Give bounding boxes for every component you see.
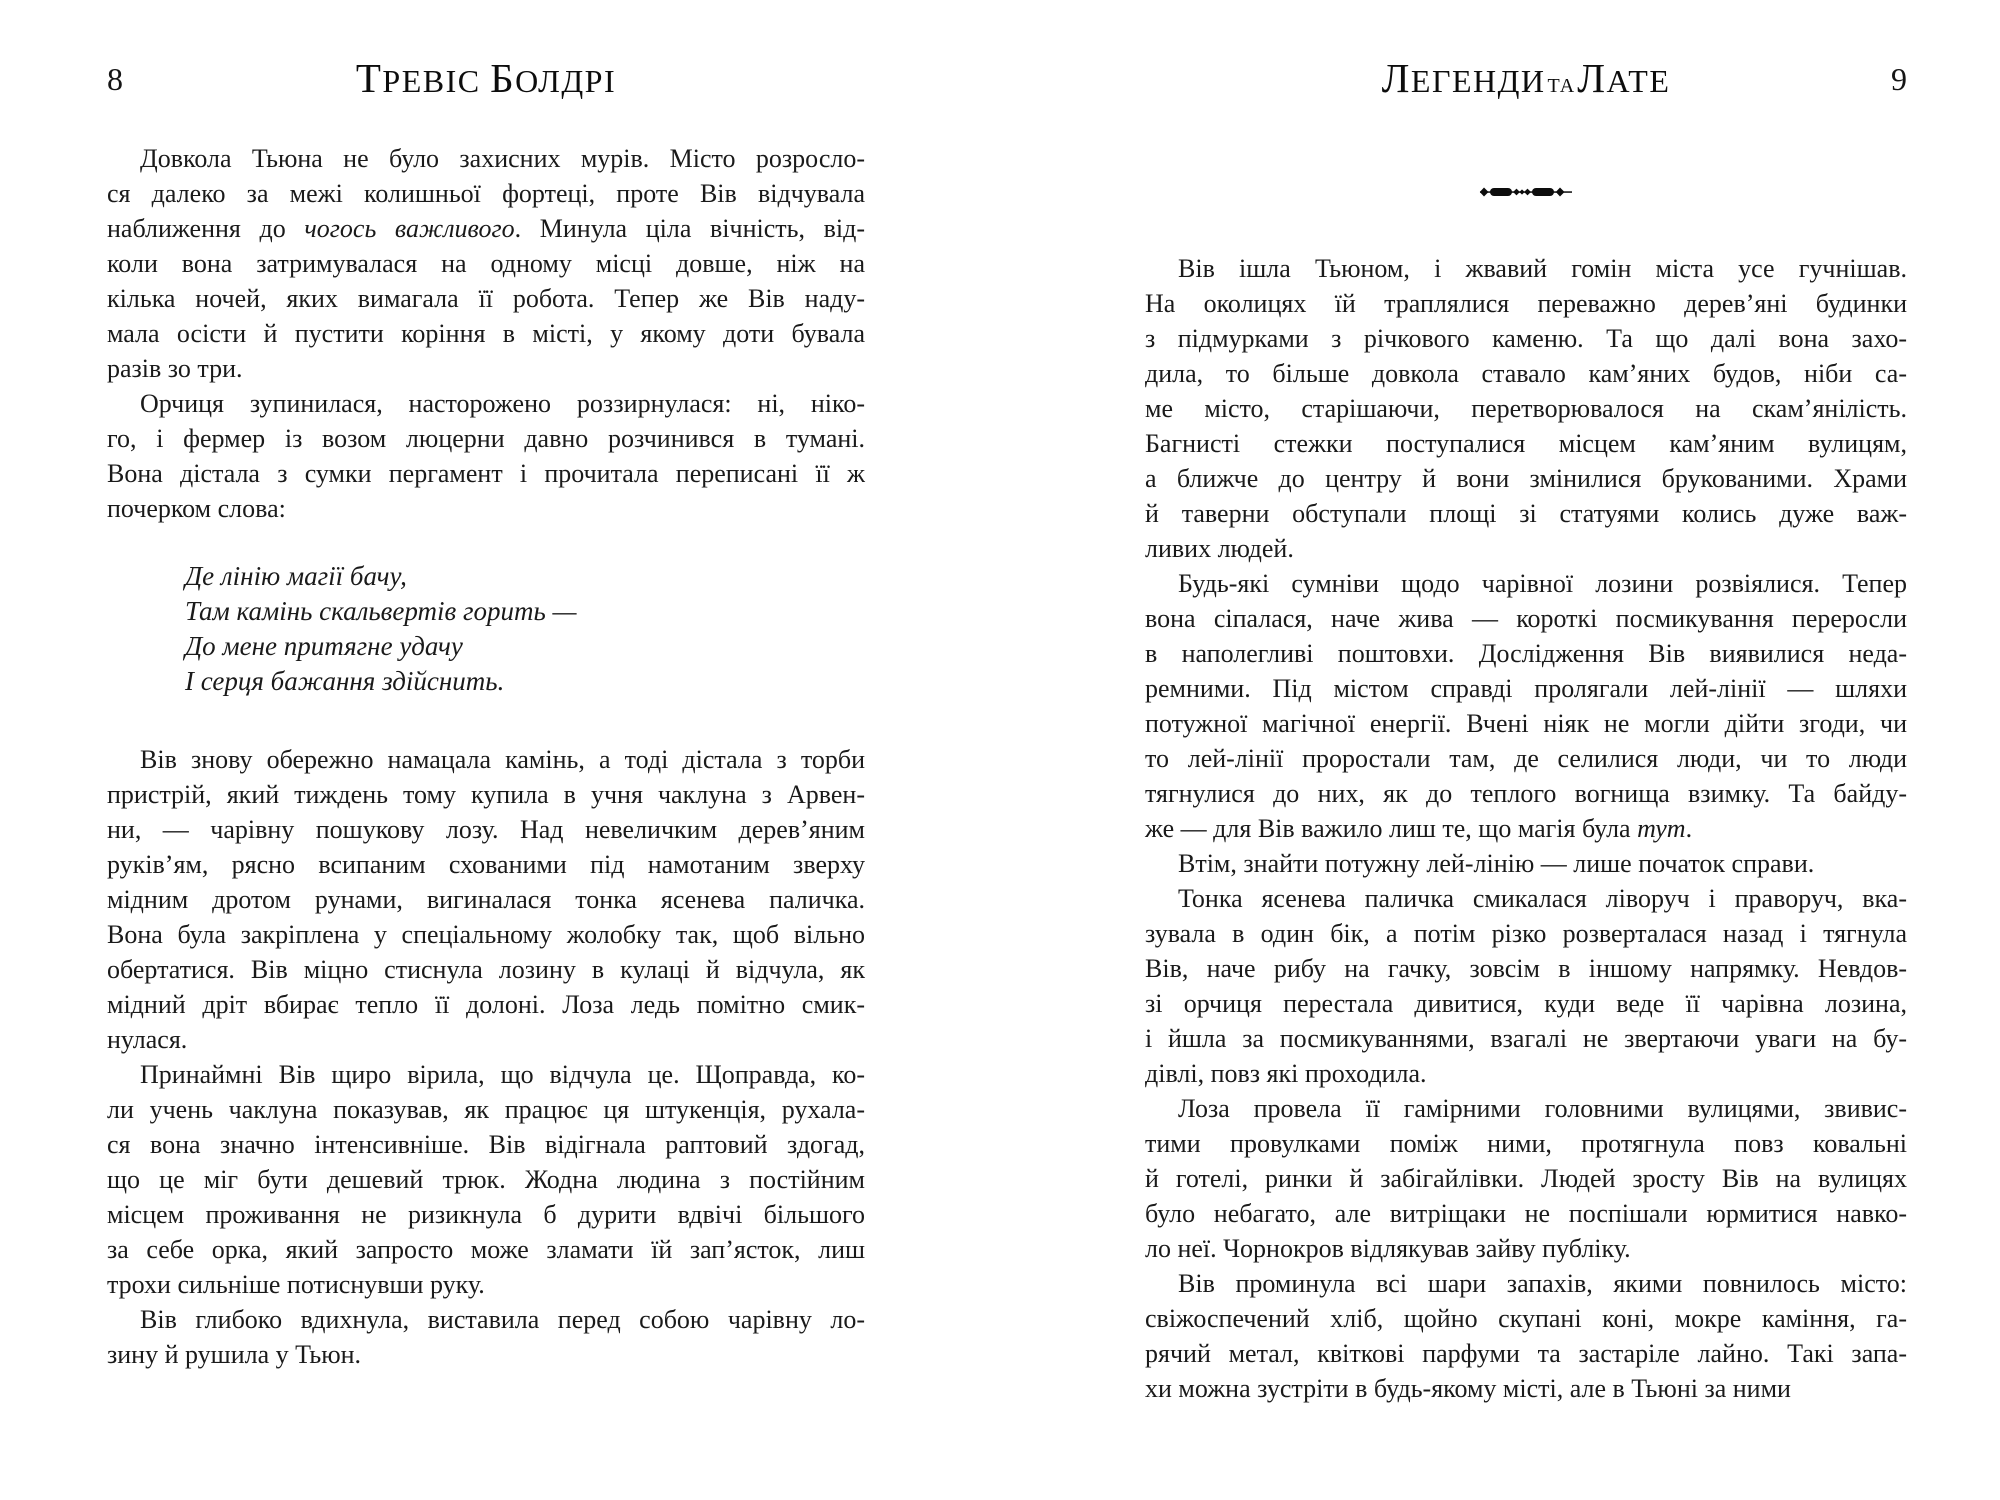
text-line: а ближче до центру й вони змінилися брукованими. Храми: [1145, 464, 1907, 493]
left-page-number: 8: [107, 61, 123, 97]
text-line: коли вона затримувалася на одному місці довше, ніж на: [107, 249, 865, 278]
paragraph: [107, 386, 865, 526]
text-line: що це міг бути дешевий трюк. Жодна людина з постійним: [107, 1165, 865, 1194]
text-line: в наполегливі поштовхи. Дослідження Вів виявилися неда-: [1145, 639, 1907, 668]
text-line: місцем проживання не ризикнула б дурити вдвічі більшого: [107, 1200, 865, 1229]
paragraph: [1145, 846, 1907, 881]
paragraph: [1145, 1266, 1907, 1406]
running-title-word: ЛЕГЕНДИ: [1381, 55, 1546, 101]
text-line: Лоза провела її гамірними головними вулицями, звивис-: [1178, 1094, 1907, 1123]
left-page-header: [107, 56, 865, 100]
text-line: за себе орка, який запросто може зламати їй зап’ясток, лиш: [107, 1235, 865, 1264]
right-page-header: [1145, 56, 1907, 100]
text-line: Там камінь скальвертів горить —: [185, 596, 577, 626]
text-line: ся вона значно інтенсивніше. Вів відігнала раптовий здогад,: [107, 1130, 865, 1159]
text-line: дівлі, повз які проходила.: [1145, 1059, 1427, 1088]
text-line: зину й рушила у Тьюн.: [107, 1340, 362, 1369]
text-line: вона сіпалася, наче жива — короткі посмикування переросли: [1145, 604, 1907, 633]
text-line: Вів проминула всі шари запахів, якими повнилось місто:: [1178, 1269, 1907, 1298]
text-line: Вона дістала з сумки пергамент і прочитала переписані її ж: [107, 459, 865, 488]
running-title-word: ЛАТЕ: [1577, 55, 1671, 101]
text-line: обертатися. Вів міцно стиснула лозину в кулаці й відчула, як: [107, 955, 865, 984]
text-line: рячий метал, квіткові парфуми та застаріле лайно. Такі запа-: [1145, 1339, 1907, 1368]
text-line: трохи сильніше потиснувши руку.: [107, 1270, 485, 1299]
text-line: Орчиця зупинилася, насторожено роззирнулася: ні, ніко-: [140, 389, 865, 418]
text-line: й готелі, ринки й забігайлівки. Людей зросту Вів на вулицях: [1145, 1164, 1907, 1193]
running-title-word: ТРЕВІС: [355, 55, 481, 101]
text-line: мідний дріт вбирає тепло її долоні. Лоза ледь помітно смик-: [107, 990, 865, 1019]
right-running-title: [1145, 56, 1907, 108]
text-line: почерком слова:: [107, 494, 286, 523]
text-line: і йшла за посмикуваннями, взагалі не звертаючи уваги на бу-: [1145, 1024, 1907, 1053]
text-line: свіжоспечений хліб, щойно скупані коні, мокре каміння, га-: [1145, 1304, 1907, 1333]
text-line: пристрій, який тиждень тому купила в учня чаклуна з Арвен-: [107, 780, 865, 809]
text-line: потужної магічної енергії. Вчені ніяк не могли дійти згоди, чи: [1145, 709, 1907, 738]
text-line: Вів ішла Тьюном, і жвавий гомін міста усе гучнішав.: [1178, 254, 1907, 283]
text-line: то лей-лінії проростали там, де селилися люди, чи то люди: [1145, 744, 1907, 773]
chapter-divider-icon: [1145, 186, 1907, 204]
running-title-conjunction: ТА: [1547, 75, 1576, 97]
text-line: же — для Вів важило лиш те, що магія була тут.: [1145, 814, 1693, 843]
text-line: разів зо три.: [107, 354, 243, 383]
text-line: руків’ям, рясно всипаним схованими під намотаним зверху: [107, 850, 865, 879]
text-line: кілька ночей, яких вимагала її робота. Тепер же Вів наду-: [107, 284, 865, 313]
text-line: Тонка ясенева паличка смикалася ліворуч і праворуч, вка-: [1178, 884, 1907, 913]
text-line: ни, — чарівну пошукову лозу. Над невеличким дерев’яним: [107, 815, 865, 844]
text-line: тягнулися до них, як до теплого вогнища взимку. Та байду-: [1145, 779, 1907, 808]
text-line: хи можна зустріти в будь-якому місті, але в Тьюні за ними: [1145, 1374, 1791, 1403]
text-line: було небагато, але витріщаки не поспішали юрмитися навко-: [1145, 1199, 1907, 1228]
text-line: До мене притягне удачу: [185, 631, 463, 661]
text-line: Де лінію магії бачу,: [185, 561, 407, 591]
paragraph: [107, 1302, 865, 1372]
text-line: мідним дротом рунами, вигиналася тонка ясенева паличка.: [107, 885, 865, 914]
text-line: Вів, наче рибу на гачку, зовсім в іншому напрямку. Невдов-: [1145, 954, 1907, 983]
text-line: Вона була закріплена у спеціальному жолобку так, щоб вільно: [107, 920, 865, 949]
text-line: Вів знову обережно намацала камінь, а тоді дістала з торби: [140, 745, 865, 774]
text-line: ремними. Під містом справді пролягали лей-лінії — шляхи: [1145, 674, 1907, 703]
text-line: й таверни обступали площі зі статуями колись дуже важ-: [1145, 499, 1907, 528]
text-line: ме місто, старішаючи, перетворювалося на скам’янілість.: [1145, 394, 1907, 423]
text-line: мала осісти й пустити коріння в місті, у якому доти бувала: [107, 319, 865, 348]
text-line: Втім, знайти потужну лей-лінію — лише початок справи.: [1178, 849, 1815, 878]
verse-block: [107, 559, 865, 699]
text-line: Вів глибоко вдихнула, виставила перед собою чарівну ло-: [140, 1305, 865, 1334]
text-line: го, і фермер із возом люцерни давно розчинився в тумані.: [107, 424, 865, 453]
paragraph: [107, 1057, 865, 1302]
left-body-text: [107, 141, 865, 1372]
text-line: ли учень чаклуна показував, як працює ця штукенція, рухала-: [107, 1095, 865, 1124]
right-body-text: [1145, 251, 1907, 1406]
text-line: І серця бажання здійснить.: [185, 666, 505, 696]
text-line: зі орчиця перестала дивитися, куди веде її чарівна лозина,: [1145, 989, 1907, 1018]
paragraph: [107, 141, 865, 386]
text-line: Будь-які сумніви щодо чарівної лозини розвіялися. Тепер: [1178, 569, 1907, 598]
text-line: з підмурками з річкового каменю. Та що далі вона захо-: [1145, 324, 1907, 353]
left-running-title: [107, 56, 865, 103]
paragraph: [1145, 1091, 1907, 1266]
text-line: Довкола Тьюна не було захисних мурів. Місто розросло-: [140, 144, 865, 173]
page-right: [1000, 0, 2000, 1500]
text-line: Принаймні Вів щиро вірила, що відчула це. Щоправда, ко-: [140, 1060, 865, 1089]
paragraph: [1145, 251, 1907, 566]
paragraph: [107, 742, 865, 1057]
running-title-word: БОЛДРІ: [490, 55, 617, 101]
paragraph: [1145, 881, 1907, 1091]
text-line: Багнисті стежки поступалися місцем кам’яним вулицям,: [1145, 429, 1907, 458]
text-line: тими провулками поміж ними, протягнула повз ковальні: [1145, 1129, 1907, 1158]
text-line: дила, то більше довкола ставало кам’яних будов, ніби са-: [1145, 359, 1907, 388]
text-line: На околицях їй траплялися переважно дерев’яні будинки: [1145, 289, 1907, 318]
text-line: зувала в один бік, а потім різко розверталася назад і тягнула: [1145, 919, 1907, 948]
right-page-number: 9: [1891, 61, 1907, 97]
text-line: наближення до чогось важливого. Минула ціла вічність, від-: [107, 214, 865, 243]
text-line: ло неї. Чорнокров відлякував зайву публіку.: [1145, 1234, 1631, 1263]
text-line: ливих людей.: [1145, 534, 1294, 563]
text-line: нулася.: [107, 1025, 188, 1054]
paragraph: [1145, 566, 1907, 846]
text-line: ся далеко за межі колишньої фортеці, проте Вів відчувала: [107, 179, 865, 208]
